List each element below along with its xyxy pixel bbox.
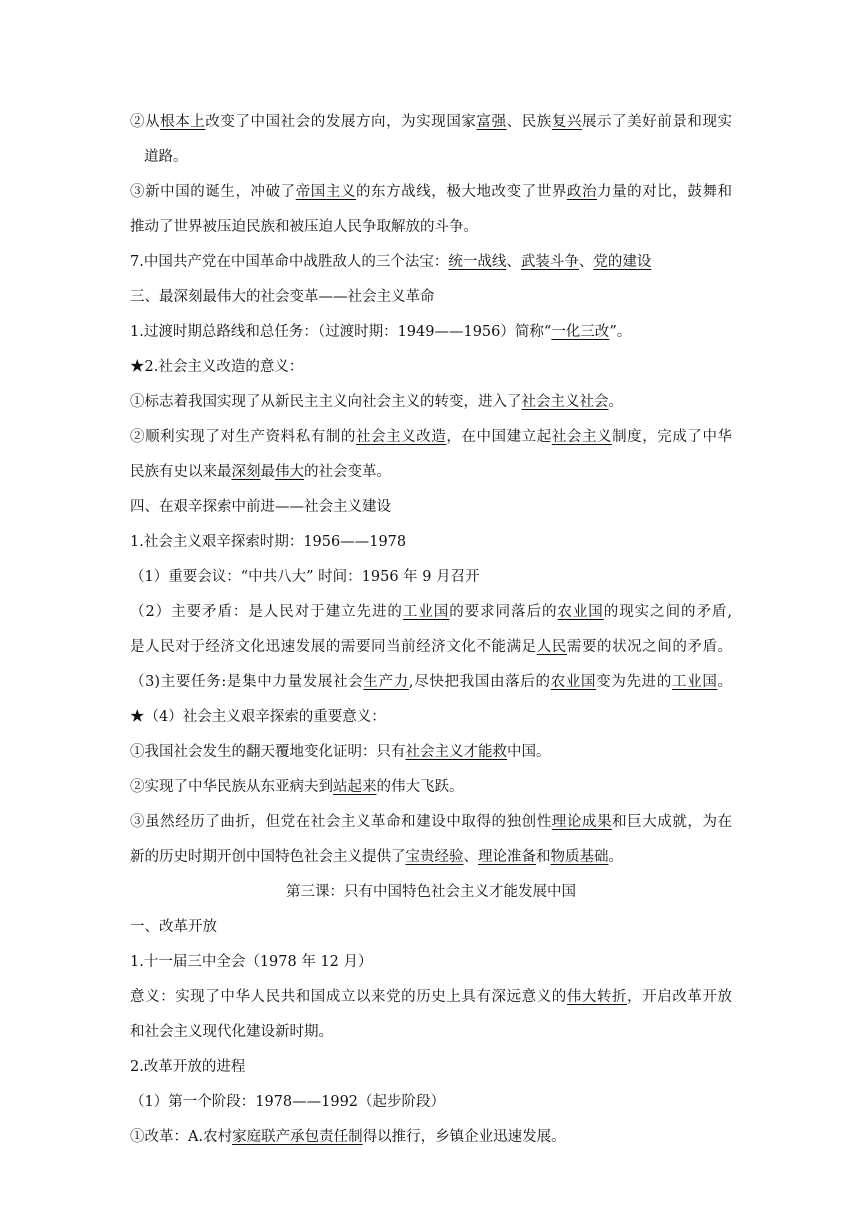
line-15 (130, 600, 732, 621)
line-19 (130, 740, 732, 761)
line-13 (130, 530, 732, 551)
underlined-keyword: 农业国 (550, 674, 597, 690)
text-run: 制度，完成了中华 (612, 429, 732, 445)
text-run: 道路。 (144, 149, 188, 165)
line-28 (130, 1055, 732, 1076)
text-run: 一、改革开放 (130, 919, 217, 935)
underlined-keyword: 复兴 (551, 114, 582, 130)
line-27 (130, 1020, 732, 1041)
line-8 (130, 355, 732, 376)
underlined-keyword: 伟大转折 (566, 989, 628, 1005)
text-run: 推动了世界被压迫民族和被压迫人民争取解放的斗争。 (130, 219, 478, 235)
text-run: 新的历史时期开创中国特色社会主义提供了 (130, 849, 406, 865)
text-run: ①我国社会发生的翻天覆地变化证明：只有 (130, 744, 406, 760)
text-run: ②实现了中华民族从东亚病夫到 (130, 779, 333, 795)
text-run: 和巨大成就，为在 (612, 814, 732, 830)
text-run: 。 (608, 849, 623, 865)
text-run: 和社会主义现代化建设新时期。 (130, 1024, 333, 1040)
text-run: 是人民对于经济文化迅速发展的需要同当前经济文化不能满足 (130, 639, 537, 655)
text-run: ②从 (130, 114, 161, 130)
text-run: 的要求同落后的 (449, 604, 558, 620)
line-7 (130, 320, 732, 341)
line-18 (130, 705, 732, 726)
text-run: 的东方战线，极大地改变了世界 (355, 184, 567, 200)
underlined-keyword: 党的建设 (593, 254, 652, 270)
text-run: 1.十一届三中全会（1978 年 12 月） (130, 954, 373, 970)
line-11 (130, 460, 732, 481)
line-9 (130, 390, 732, 411)
underlined-keyword: 武装斗争 (520, 254, 579, 270)
line-3 (130, 180, 732, 201)
line-17 (130, 670, 732, 691)
underlined-keyword: 理论准备 (478, 849, 536, 865)
underlined-keyword: 农业国 (557, 604, 604, 620)
text-run: ，开启改革开放 (627, 989, 732, 1005)
text-run: ★2.社会主义改造的意义： (130, 359, 304, 375)
text-run: 中国。 (507, 744, 551, 760)
line-5 (130, 250, 732, 271)
text-run: 、民族 (506, 114, 552, 130)
underlined-keyword: 帝国主义 (295, 184, 356, 200)
text-run: 、 (506, 254, 521, 270)
text-run: 三、最深刻最伟大的社会变革——社会主义革命 (130, 289, 435, 305)
line-21 (130, 810, 732, 831)
underlined-keyword: 富强 (476, 114, 507, 130)
underlined-keyword: 人民 (536, 639, 567, 655)
text-run: 2.改革开放的进程 (130, 1059, 246, 1075)
text-run: ②顺利实现了对生产资料私有制的 (130, 429, 356, 445)
text-run: 得以推行，乡镇企业迅速发展。 (362, 1129, 566, 1145)
line-12 (130, 495, 732, 516)
text-run: ”。 (609, 324, 632, 340)
underlined-keyword: 物质基础 (550, 849, 609, 865)
line-10 (130, 425, 732, 446)
line-16 (130, 635, 732, 656)
text-run: ，在中国建立起 (446, 429, 552, 445)
text-run: 四、在艰辛探索中前进——社会主义建设 (130, 499, 391, 515)
text-run: ★（4）社会主义艰辛探索的重要意义： (130, 709, 386, 725)
text-run: ,尽快把我国由落后的 (408, 674, 551, 690)
underlined-keyword: 统一战线 (448, 254, 507, 270)
line-1 (130, 110, 732, 131)
text-run: 意义：实现了中华人民共和国成立以来党的历史上具有深远意义的 (130, 989, 567, 1005)
underlined-keyword: 根本上 (160, 114, 206, 130)
underlined-keyword: 理论成果 (551, 814, 613, 830)
underlined-keyword: 生产力 (363, 674, 409, 690)
text-run: 民族有史以来最 (130, 464, 232, 480)
line-2 (130, 145, 732, 166)
line-26 (130, 985, 732, 1006)
text-run: 变为先进的 (596, 674, 673, 690)
text-run: 的伟大飞跃。 (376, 779, 464, 795)
underlined-keyword: 宝贵经验 (405, 849, 464, 865)
text-run: 最 (260, 464, 275, 480)
underlined-keyword: 一化三改 (551, 324, 610, 340)
underlined-keyword: 社会主义社会 (521, 394, 609, 410)
text-run: ③虽然经历了曲折，但党在社会主义革命和建设中取得的独创性 (130, 814, 552, 830)
underlined-keyword: 家庭联产承包责任制 (232, 1129, 363, 1145)
text-run: 的现实之间的矛盾, (603, 604, 732, 620)
text-run: 。 (608, 394, 623, 410)
text-run: 展示了美好前景和现实 (581, 114, 732, 130)
text-run: ③新中国的诞生，冲破了 (130, 184, 296, 200)
text-run: （3)主要任务:是集中力量发展社会 (130, 674, 364, 690)
text-run: 改变了中国社会的发展方向，为实现国家 (205, 114, 477, 130)
line-6 (130, 285, 732, 306)
text-run: 7.中国共产党在中国革命中战胜敌人的三个法宝： (130, 254, 449, 270)
line-4 (130, 215, 732, 236)
underlined-keyword: 工业国 (402, 604, 450, 620)
text-run: （1）第一个阶段：1978——1992（起步阶段） (130, 1094, 446, 1110)
line-14 (130, 565, 732, 586)
text-run: （1）重要会议：“中共八大” 时间：1956 年 9 月召开 (130, 569, 480, 585)
text-run: 需要的状况之间的矛盾。 (566, 639, 732, 655)
line-24 (130, 915, 732, 936)
section-heading-lesson-3 (130, 880, 732, 901)
line-20 (130, 775, 732, 796)
line-25 (130, 950, 732, 971)
underlined-keyword: 站起来 (333, 779, 377, 795)
line-22 (130, 845, 732, 866)
underlined-keyword: 社会主义改造 (355, 429, 447, 445)
text-run: 1.过渡时期总路线和总任务：（过渡时期：1949——1956）简称“ (130, 324, 552, 340)
line-30 (130, 1125, 732, 1146)
text-run: 、 (463, 849, 478, 865)
text-run: 和 (536, 849, 551, 865)
text-run: 第三课：只有中国特色社会主义才能发展中国 (286, 884, 576, 900)
line-29 (130, 1090, 732, 1111)
underlined-keyword: 工业国 (672, 674, 718, 690)
text-run: 1.社会主义艰辛探索时期：1956——1978 (130, 534, 407, 550)
text-run: 、 (578, 254, 594, 270)
text-run: ①标志着我国实现了从新民主主义向社会主义的转变，进入了 (130, 394, 522, 410)
underlined-keyword: 社会主义 (551, 429, 613, 445)
text-run: 力量的对比，鼓舞和 (597, 184, 732, 200)
underlined-keyword: 深刻 (231, 464, 261, 480)
text-run: 。 (717, 674, 732, 690)
underlined-keyword: 社会主义才能救 (405, 744, 507, 760)
underlined-keyword: 政治 (566, 184, 598, 200)
text-run: 的社会变革。 (304, 464, 391, 480)
text-run: ①改革：A.农村 (130, 1129, 233, 1145)
underlined-keyword: 伟大 (275, 464, 304, 480)
text-run: （2）主要矛盾：是人民对于建立先进的 (130, 604, 403, 620)
